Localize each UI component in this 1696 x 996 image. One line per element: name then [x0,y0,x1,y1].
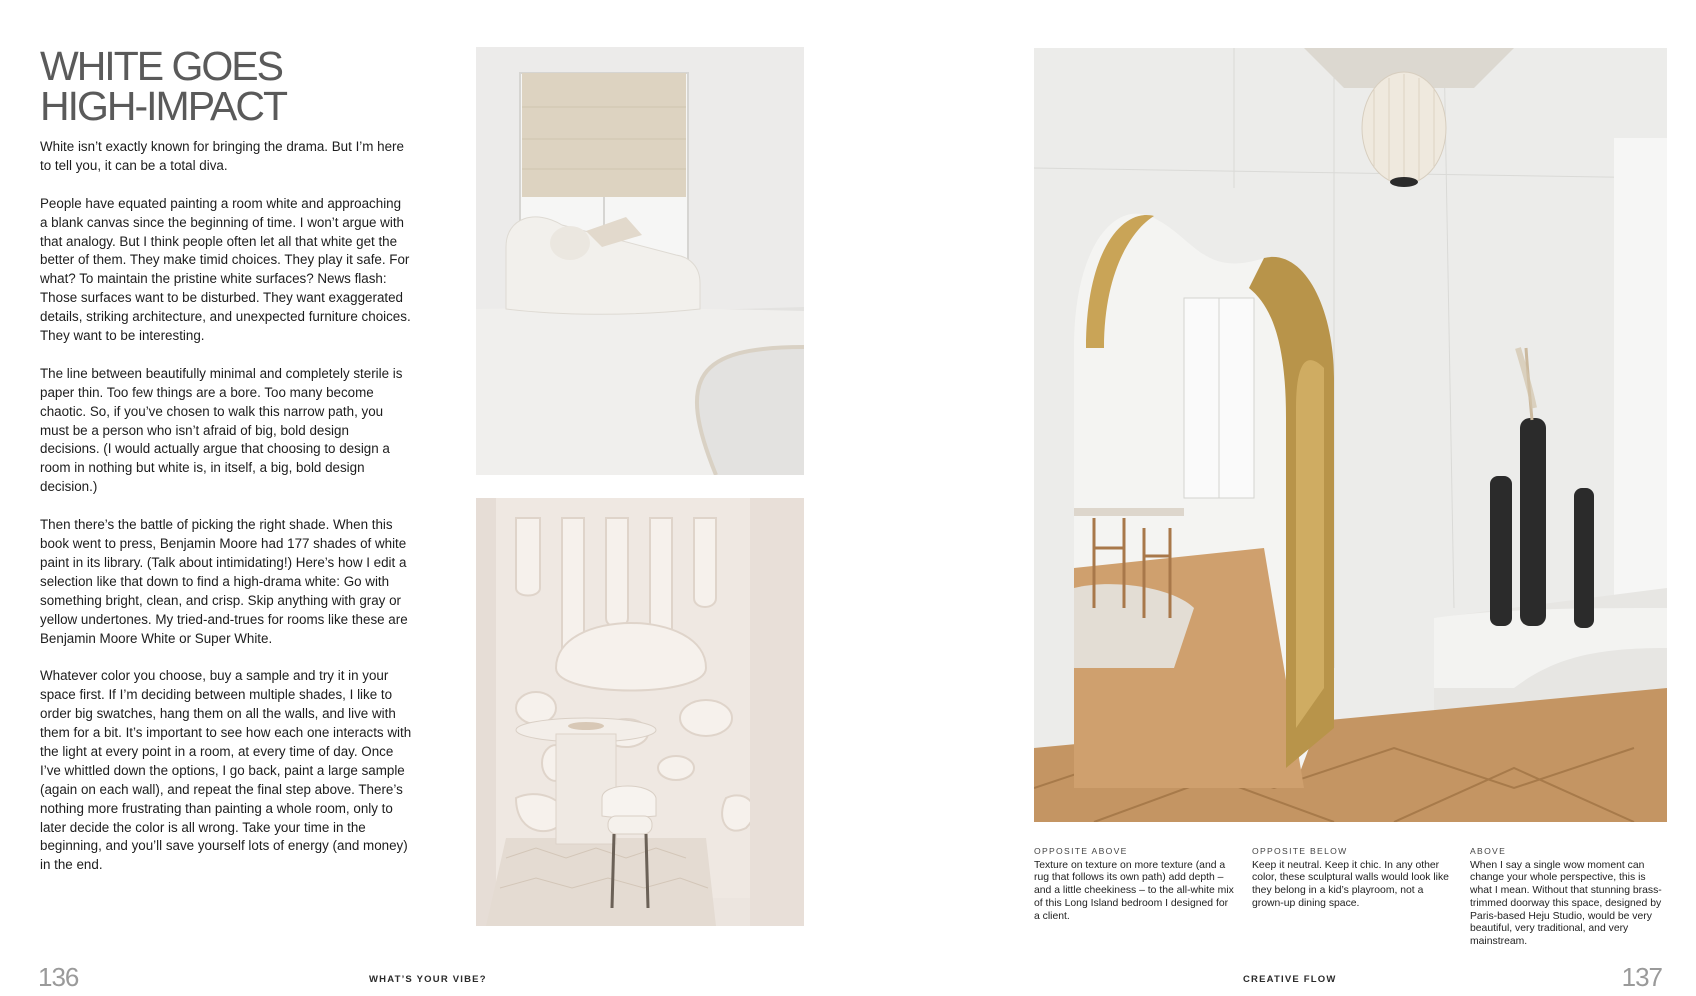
running-head-right: CREATIVE FLOW [1243,974,1337,985]
headline [40,43,460,129]
caption-text: When I say a single wow moment can change your whole perspective, this is what I mean. Without that stunning brass-trimmed doorway this space, designed by Paris-based Heju Studio, would be very beautiful, very traditional, and very mainstream. [1470,859,1662,947]
caption-title: OPPOSITE BELOW [1252,846,1348,856]
photo-brass-archway [1034,48,1667,822]
paragraph-2: People have equated painting a room white and approaching a blank canvas since the beginning of time. I won’t argue with that analogy. But I think people often let all that white get the better of them. They make timid choices. They play it safe. For what? To maintain the pristine white surfaces? News flash: Those surfaces want to be disturbed. They want exaggerated details, striking architecture, and unexpected furniture choices. They want to be interesting. [40,195,411,344]
paragraph-1: White isn’t exactly known for bringing the drama. But I’m here to tell you, it can be a total diva. [40,139,404,173]
headline-line-1: WHITE GOES [40,43,282,89]
caption-opposite-above [1034,845,1234,923]
photo-sculptural-wall-dining [476,498,804,926]
headline-line-2: HIGH-IMPACT [40,83,287,129]
caption-text: Keep it neutral. Keep it chic. In any other color, these sculptural walls would look like they belong in a kid’s playroom, not a grown-up dining space. [1252,859,1449,909]
caption-above [1470,845,1670,949]
right-page [848,0,1696,996]
paragraph-5: Whatever color you choose, buy a sample and try it in your space first. If I’m deciding between multiple shades, I like to order big swatches, hang them on all the walls, and live with them for a bit. It’s important to see how each one interacts with the light at every point in a room, at every time of day. Once I’ve whittled down the options, I go back, paint a large sample (again on each wall), and repeat the final step above. There’s nothing more frustrating than painting a whole room, only to later decide the color is all wrong. Take your time in the beginning, and you’ll save yourself lots of energy (and money) in the end. [40,668,412,873]
caption-title: ABOVE [1470,846,1507,856]
caption-title: OPPOSITE ABOVE [1034,846,1128,856]
paragraph-4: Then there’s the battle of picking the right shade. When this book went to press, Benjamin Moore had 177 shades of white paint in its library. (Talk about intimidating!) Here’s how I edit a selection like that down to find a high-drama white: Go with something bright, clean, and crisp. Skip anything with gray or yellow undertones. My tried-and-trues for rooms like these are Benjamin Moore White or Super White. [40,517,408,646]
caption-text: Texture on texture on more texture (and a rug that follows its own path) add depth – and a little cheekiness – to the all-white mix of this Long Island bedroom I designed for a client. [1034,859,1234,922]
body-text [40,138,412,894]
folio-left: 136 [38,962,79,992]
paragraph-3: The line between beautifully minimal and completely sterile is paper thin. Too few things are a bore. Too many become chaotic. So, if you’ve chosen to walk this narrow path, you must be a person who isn’t afraid of big, bold design decisions. (I would actually argue that choosing to design a room in nothing but white is, in itself, a big, bold design decision.) [40,365,403,495]
photo-white-bedroom-sofa [476,47,804,475]
folio-right: 137 [1621,962,1662,992]
running-head-left: WHAT’S YOUR VIBE? [369,974,487,985]
caption-opposite-below [1252,845,1452,911]
